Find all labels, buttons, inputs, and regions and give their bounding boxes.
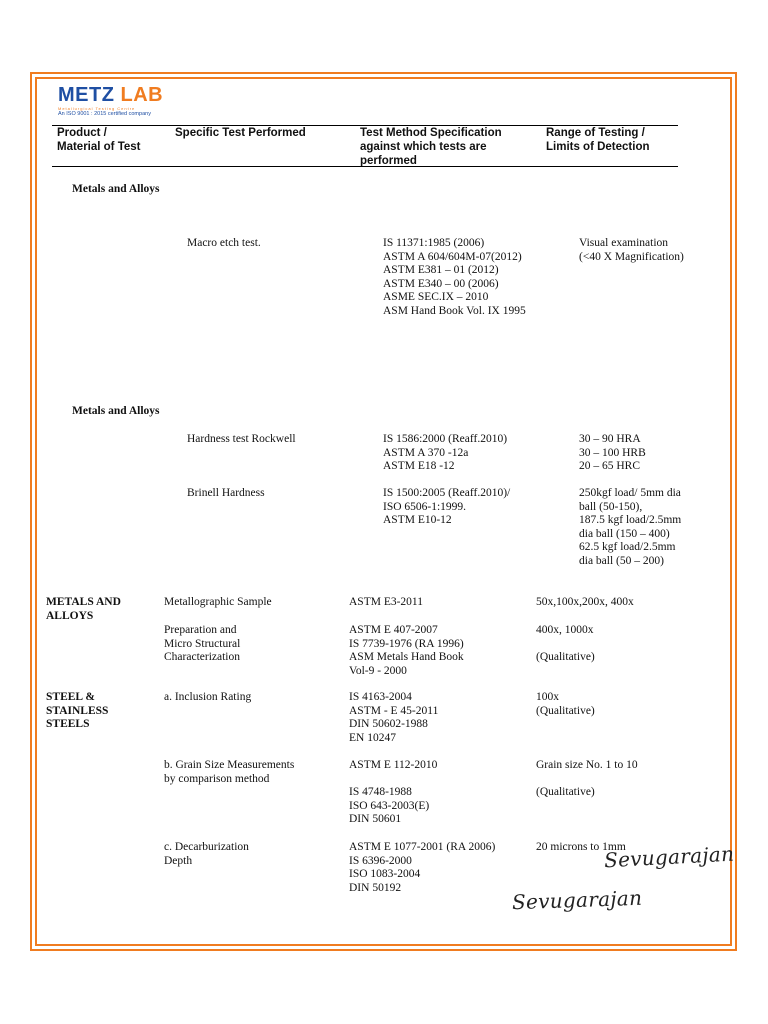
prep-method-2: ASM Metals Hand Book bbox=[349, 651, 464, 664]
prep-method-3: Vol-9 - 2000 bbox=[349, 664, 407, 677]
rockwell-range-0: 30 – 90 HRA bbox=[579, 433, 641, 445]
sample-range: 50x,100x,200x, 400x bbox=[536, 596, 634, 608]
grain-test-1: by comparison method bbox=[164, 772, 270, 785]
logo-lab: LAB bbox=[120, 84, 164, 106]
decarb-range-0: 20 microns to 1mm bbox=[536, 841, 626, 853]
logo-tagline: Metallurgical Testing Centre bbox=[58, 106, 136, 111]
logo-metz: METZ bbox=[58, 84, 115, 106]
sample-test: Metallographic Sample bbox=[164, 596, 272, 608]
grain-method-0: ASTM E 112-2010 bbox=[349, 759, 438, 771]
inclusion-range-0: 100x bbox=[536, 691, 559, 703]
inclusion-method-2: DIN 50602-1988 bbox=[349, 718, 428, 731]
signature-2: Sevugarajan bbox=[511, 885, 643, 915]
section1-test: Macro etch test. bbox=[187, 237, 261, 249]
signature-1: Sevugarajan bbox=[603, 841, 735, 873]
rockwell-range-2: 20 – 65 HRC bbox=[579, 460, 641, 473]
prep-method-1: IS 7739-1976 (RA 1996) bbox=[349, 637, 464, 650]
prep-range-0: 400x, 1000x bbox=[536, 624, 594, 636]
inclusion-test: a. Inclusion Rating bbox=[164, 691, 252, 703]
section1-method-4: ASME SEC.IX – 2010 bbox=[383, 291, 489, 304]
section1-range-1: (<40 X Magnification) bbox=[579, 250, 684, 263]
grain-method-4: DIN 50601 bbox=[349, 813, 402, 826]
section1-method-1: ASTM A 604/604M-07(2012) bbox=[383, 250, 522, 263]
brinell-method-2: ASTM E10-12 bbox=[383, 514, 452, 527]
header-method: Test Method Specification against which tests are performed bbox=[360, 127, 502, 167]
brinell-test: Brinell Hardness bbox=[187, 487, 265, 499]
section1-method-0: IS 11371:1985 (2006) bbox=[383, 237, 485, 249]
decarb-method-3: DIN 50192 bbox=[349, 881, 402, 894]
brinell-range-5: dia ball (50 – 200) bbox=[579, 555, 664, 567]
sample-method: ASTM E3-2011 bbox=[349, 596, 424, 608]
decarb-method-0: ASTM E 1077-2001 (RA 2006) bbox=[349, 841, 496, 853]
brinell-range-3: dia ball (150 – 400) bbox=[579, 527, 670, 540]
section1-method-5: ASM Hand Book Vol. IX 1995 bbox=[383, 305, 526, 317]
grain-range-2: (Qualitative) bbox=[536, 786, 595, 799]
section1-category: Metals and Alloys bbox=[72, 183, 160, 195]
prep-range-2: (Qualitative) bbox=[536, 651, 595, 664]
rockwell-method-0: IS 1586:2000 (Reaff.2010) bbox=[383, 433, 508, 445]
prep-method-0: ASTM E 407-2007 bbox=[349, 624, 438, 636]
decarb-test-0: c. Decarburization bbox=[164, 841, 249, 853]
prep-test-1: Micro Structural bbox=[164, 637, 241, 650]
prep-test-2: Characterization bbox=[164, 651, 240, 664]
header-product: Product / Material of Test bbox=[57, 127, 141, 153]
header-range: Range of Testing / Limits of Detection bbox=[546, 127, 650, 153]
grain-method-3: ISO 643-2003(E) bbox=[349, 799, 430, 812]
grain-method-2: IS 4748-1988 bbox=[349, 786, 412, 799]
decarb-method-2: ISO 1083-2004 bbox=[349, 868, 421, 881]
inclusion-range-1: (Qualitative) bbox=[536, 704, 595, 717]
metz-lab-logo bbox=[58, 85, 163, 118]
prep-test-0: Preparation and bbox=[164, 624, 237, 636]
header-test: Specific Test Performed bbox=[175, 127, 306, 139]
grain-range-0: Grain size No. 1 to 10 bbox=[536, 759, 638, 771]
section4-category-1: STAINLESS bbox=[46, 704, 109, 717]
section2-category: Metals and Alloys bbox=[72, 405, 160, 417]
inclusion-method-0: IS 4163-2004 bbox=[349, 691, 412, 703]
brinell-range-2: 187.5 kgf load/2.5mm bbox=[579, 514, 682, 527]
inclusion-method-3: EN 10247 bbox=[349, 731, 396, 744]
section3-category-1: ALLOYS bbox=[46, 609, 94, 622]
inclusion-method-1: ASTM - E 45-2011 bbox=[349, 704, 439, 717]
decarb-test-1: Depth bbox=[164, 854, 193, 867]
rockwell-range-1: 30 – 100 HRB bbox=[579, 446, 646, 459]
brinell-method-1: ISO 6506-1:1999. bbox=[383, 500, 467, 513]
brinell-range-0: 250kgf load/ 5mm dia bbox=[579, 487, 681, 499]
brinell-range-4: 62.5 kgf load/2.5mm bbox=[579, 541, 676, 554]
logo-title bbox=[58, 85, 163, 105]
rockwell-method-2: ASTM E18 -12 bbox=[383, 460, 455, 473]
brinell-range-1: ball (50-150), bbox=[579, 500, 643, 513]
decarb-method-1: IS 6396-2000 bbox=[349, 854, 412, 867]
section1-range-0: Visual examination bbox=[579, 237, 669, 249]
section1-method-3: ASTM E340 – 00 (2006) bbox=[383, 277, 499, 290]
section3-category-0: METALS AND bbox=[46, 596, 121, 608]
brinell-method-0: IS 1500:2005 (Reaff.2010)/ bbox=[383, 487, 511, 499]
section1-method-2: ASTM E381 – 01 (2012) bbox=[383, 264, 499, 277]
logo-certification: An ISO 9001 : 2015 certified company bbox=[58, 111, 151, 117]
section4-category-0: STEEL & bbox=[46, 691, 95, 703]
rockwell-test: Hardness test Rockwell bbox=[187, 433, 296, 445]
grain-test-0: b. Grain Size Measurements bbox=[164, 759, 295, 771]
section4-category-2: STEELS bbox=[46, 718, 90, 731]
header-bottom-rule bbox=[52, 166, 678, 167]
rockwell-method-1: ASTM A 370 -12a bbox=[383, 446, 469, 459]
